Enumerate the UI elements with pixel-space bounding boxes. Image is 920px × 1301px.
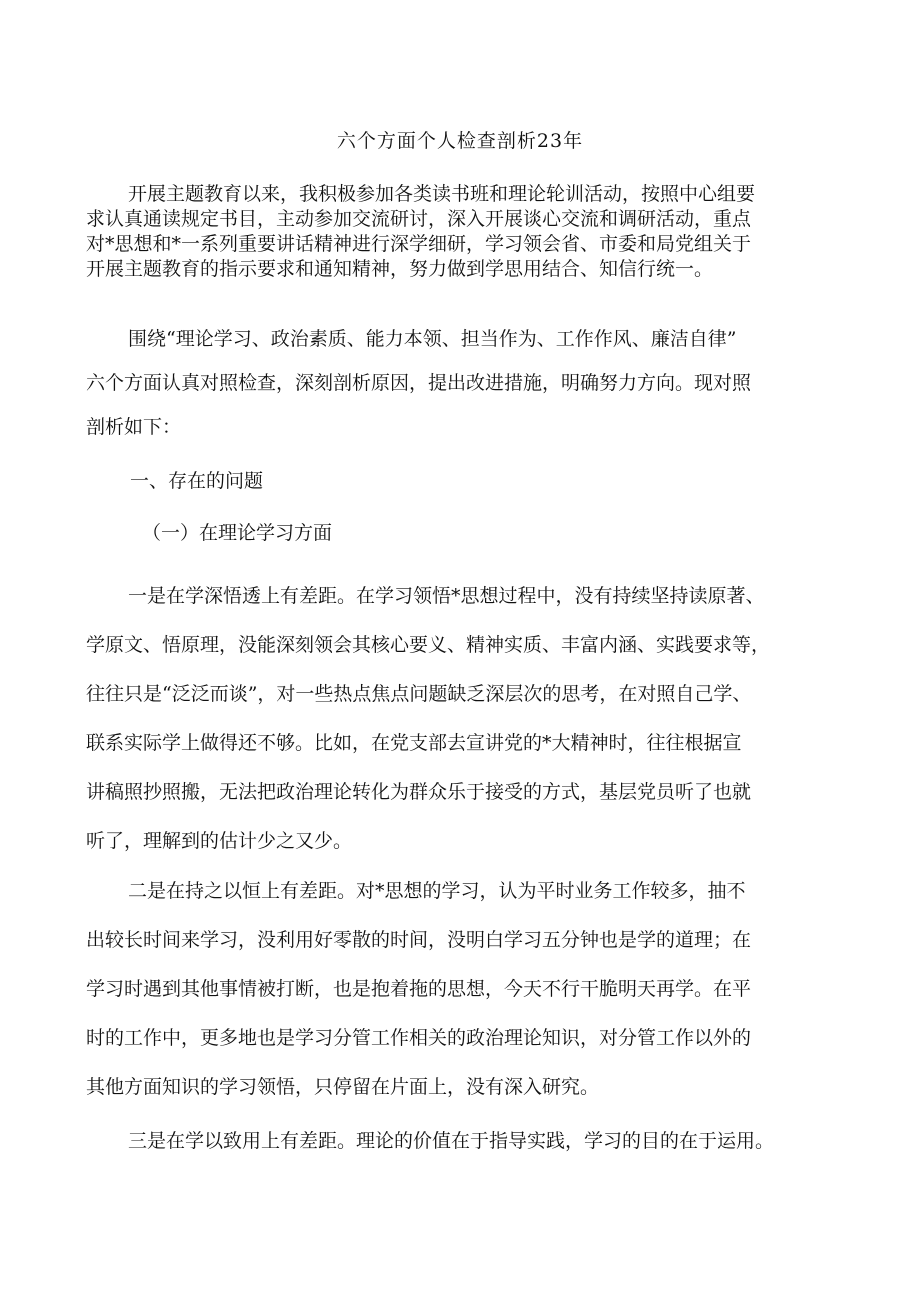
text-line: 听了，理解到的估计少之又少。 — [86, 830, 353, 852]
text-line: 讲稿照抄照搬，无法把政治理论转化为群众乐于接受的方式，基层党员听了也就 — [86, 781, 752, 803]
text-line: 往往只是“泛泛而谈”，对一些热点焦点问题缺乏深层次的思考，在对照自己学、 — [86, 683, 752, 705]
text-line: 学原文、悟原理，没能深刻领会其核心要义、精神实质、丰富内涵、实践要求等， — [86, 634, 771, 656]
text-line: 出较长时间来学习，没利用好零散的时间，没明白学习五分钟也是学的道理；在 — [86, 929, 752, 951]
text-line: 剖析如下： — [86, 416, 182, 438]
paragraph-intro — [86, 182, 852, 282]
section-heading: 一、存在的问题 — [130, 470, 264, 492]
text-line: 其他方面知识的学习领悟，只停留在片面上，没有深入研究。 — [86, 1076, 600, 1098]
text-line: 一是在学深悟透上有差距。在学习领悟*思想过程中，没有持续坚持读原著、 — [128, 585, 765, 607]
text-line: 开展主题教育以来，我积极参加各类读书班和理论轮训活动，按照中心组要 — [128, 183, 756, 205]
document-title: 六个方面个人检查剖析23年 — [336, 130, 584, 152]
text-line: 三是在学以致用上有差距。理论的价值在于指导实践，学习的目的在于运用。 — [128, 1130, 775, 1152]
text-line: 求认真通读规定书目，主动参加交流研讨，深入开展谈心交流和调研活动，重点 — [86, 208, 752, 230]
text-line: 联系实际学上做得还不够。比如，在党支部去宣讲党的*大精神时，往往根据宣 — [86, 732, 742, 754]
paragraph-point-two — [86, 867, 852, 1112]
text-line: 二是在持之以恒上有差距。对*思想的学习，认为平时业务工作较多，抽不 — [128, 880, 746, 902]
text-line: 围绕“理论学习、政治素质、能力本领、担当作为、工作作风、廉洁自律” — [128, 328, 737, 350]
subsection-heading: （一）在理论学习方面 — [142, 522, 333, 544]
paragraph-point-one — [86, 572, 852, 866]
text-line: 六个方面认真对照检查，深刻剖析原因，提出改进措施，明确努力方向。现对照 — [86, 372, 752, 394]
paragraph-point-three — [86, 1121, 852, 1161]
paragraph-scope — [86, 317, 852, 449]
text-line: 时的工作中，更多地也是学习分管工作相关的政治理论知识，对分管工作以外的 — [86, 1027, 752, 1049]
text-line: 开展主题教育的指示要求和通知精神，努力做到学思用结合、知信行统一。 — [86, 258, 714, 280]
text-line: 学习时遇到其他事情被打断，也是抱着拖的思想，今天不行干脆明天再学。在平 — [86, 978, 752, 1000]
text-line: 对*思想和*一系列重要讲话精神进行深学细研，学习领会省、市委和局党组关于 — [86, 233, 752, 255]
